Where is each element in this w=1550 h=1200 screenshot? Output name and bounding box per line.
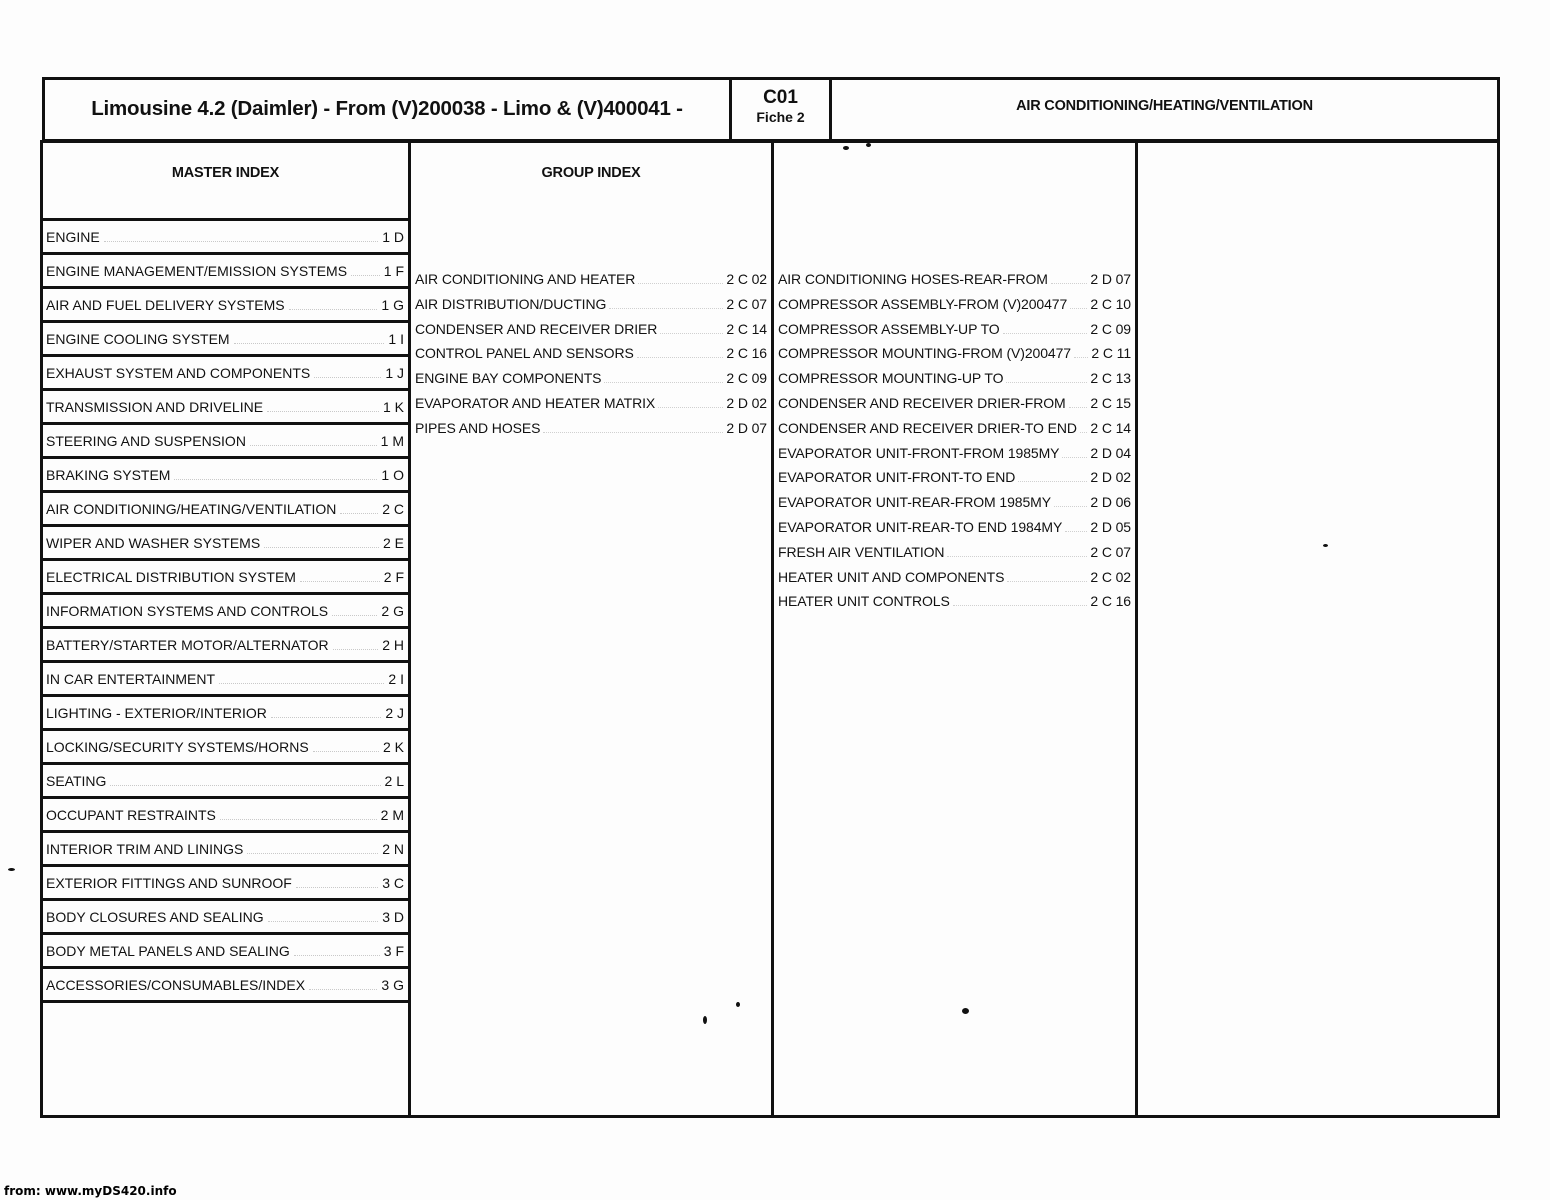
group-index-item[interactable] xyxy=(415,296,767,321)
master-index-item-code: 2 F xyxy=(383,568,404,585)
dot-leader xyxy=(604,382,723,383)
master-index-item-label: EXHAUST SYSTEM AND COMPONENTS xyxy=(46,364,311,381)
sub-index-item-code: 2 D 05 xyxy=(1090,518,1131,535)
dot-leader xyxy=(1070,308,1087,309)
master-index-item-label: ACCESSORIES/CONSUMABLES/INDEX xyxy=(46,976,306,993)
master-index-item-code: 2 N xyxy=(382,840,404,857)
group-index-list xyxy=(415,271,767,445)
group-title-box xyxy=(829,77,1500,142)
dot-leader xyxy=(1051,283,1088,284)
master-index-item[interactable] xyxy=(43,966,408,1000)
scan-speck xyxy=(736,1002,740,1007)
sub-index-item-code: 2 D 06 xyxy=(1090,494,1131,511)
dot-leader xyxy=(104,241,379,242)
sub-index-item-label: EVAPORATOR UNIT-REAR-TO END 1984MY xyxy=(778,518,1063,535)
master-index-item-label: BATTERY/STARTER MOTOR/ALTERNATOR xyxy=(46,636,329,653)
dot-leader xyxy=(264,547,379,548)
sub-index-item[interactable] xyxy=(778,593,1131,618)
master-index-item-label: AIR AND FUEL DELIVERY SYSTEMS xyxy=(46,296,285,313)
master-index-item[interactable] xyxy=(43,898,408,932)
group-index-heading: GROUP INDEX xyxy=(541,165,641,181)
dot-leader xyxy=(333,649,379,650)
sub-index-item-code: 2 C 11 xyxy=(1091,345,1131,362)
dot-leader xyxy=(609,308,723,309)
group-index-item-code: 2 C 09 xyxy=(726,370,767,387)
sub-index-item-code: 2 D 04 xyxy=(1090,444,1131,461)
dot-leader xyxy=(234,343,385,344)
master-index-item-code: 2 I xyxy=(388,670,404,687)
group-index-item-label: CONDENSER AND RECEIVER DRIER xyxy=(415,320,658,337)
master-index-item-label: IN CAR ENTERTAINMENT xyxy=(46,670,216,687)
group-index-panel xyxy=(408,140,774,1118)
dot-leader xyxy=(947,556,1087,557)
master-index-item[interactable] xyxy=(43,762,408,796)
scan-speck xyxy=(703,1016,707,1024)
master-index-item-code: 3 D xyxy=(382,908,404,925)
dot-leader xyxy=(638,283,723,284)
dot-leader xyxy=(220,819,377,820)
dot-leader xyxy=(271,717,381,718)
group-index-item-label: CONTROL PANEL AND SENSORS xyxy=(415,345,634,362)
master-index-item-label: INFORMATION SYSTEMS AND CONTROLS xyxy=(46,602,329,619)
dot-leader xyxy=(300,581,380,582)
master-index-item-code: 1 I xyxy=(388,330,404,347)
sub-index-item-code: 2 C 09 xyxy=(1090,320,1131,337)
catalogue-title: Limousine 4.2 (Daimler) - From (V)200038 - Limo & (V)400041 - xyxy=(91,97,683,120)
sub-index-item-code: 2 C 16 xyxy=(1090,593,1131,610)
master-index-item-code: 3 G xyxy=(381,976,404,993)
sub-index-item-label: EVAPORATOR UNIT-FRONT-TO END xyxy=(778,469,1016,486)
group-index-item-code: 2 D 02 xyxy=(726,394,767,411)
sub-index-item-label: COMPRESSOR ASSEMBLY-FROM (V)200477 xyxy=(778,295,1068,312)
master-index-item-code: 1 O xyxy=(381,466,404,483)
group-index-item-code: 2 C 16 xyxy=(726,345,767,362)
master-index-item-label: LIGHTING - EXTERIOR/INTERIOR xyxy=(46,704,267,721)
master-index-item[interactable] xyxy=(43,728,408,762)
sub-index-item-label: EVAPORATOR UNIT-FRONT-FROM 1985MY xyxy=(778,444,1060,461)
dot-leader xyxy=(309,989,377,990)
master-index-item[interactable] xyxy=(43,660,408,694)
group-index-item-label: EVAPORATOR AND HEATER MATRIX xyxy=(415,394,656,411)
master-index-item[interactable] xyxy=(43,456,408,490)
dot-leader xyxy=(340,513,378,514)
master-index-item[interactable] xyxy=(43,694,408,728)
dot-leader xyxy=(110,785,380,786)
master-index-item-label: LOCKING/SECURITY SYSTEMS/HORNS xyxy=(46,738,309,755)
group-index-item-label: AIR DISTRIBUTION/DUCTING xyxy=(415,295,607,312)
dot-leader xyxy=(953,605,1088,606)
master-index-item[interactable] xyxy=(43,592,408,626)
dot-leader xyxy=(543,432,723,433)
dot-leader xyxy=(1080,432,1088,433)
dot-leader xyxy=(1054,506,1087,507)
dot-leader xyxy=(351,275,380,276)
master-index-item-label: ENGINE MANAGEMENT/EMISSION SYSTEMS xyxy=(46,262,348,279)
scan-speck xyxy=(1323,544,1328,547)
group-index-item-label: AIR CONDITIONING AND HEATER xyxy=(415,271,636,287)
group-index-item[interactable] xyxy=(415,420,767,445)
master-index-item[interactable] xyxy=(43,558,408,592)
sub-index-item-label: HEATER UNIT AND COMPONENTS xyxy=(778,568,1005,585)
sub-index-item[interactable] xyxy=(778,544,1131,569)
master-index-item-code: 3 C xyxy=(382,874,404,891)
group-index-item[interactable] xyxy=(415,345,767,370)
dot-leader xyxy=(1018,481,1087,482)
master-index-item-code: 2 J xyxy=(385,704,404,721)
fiche-code-box xyxy=(729,77,832,142)
master-index-item[interactable] xyxy=(43,796,408,830)
dot-leader xyxy=(247,853,378,854)
sub-index-item[interactable] xyxy=(778,519,1131,544)
blank-panel xyxy=(1135,140,1500,1118)
master-index-item-code: 2 L xyxy=(384,772,404,789)
sub-index-panel xyxy=(771,140,1138,1118)
master-index-item-code: 1 K xyxy=(382,398,404,415)
master-index-item-label: AIR CONDITIONING/HEATING/VENTILATION xyxy=(46,500,337,517)
master-index-item-code: 1 G xyxy=(381,296,404,313)
sub-index-item-code: 2 C 15 xyxy=(1090,394,1131,411)
master-index-item-code: 3 F xyxy=(383,942,404,959)
sub-index-list xyxy=(778,271,1131,618)
group-index-item-label: ENGINE BAY COMPONENTS xyxy=(415,370,602,387)
sub-index-item[interactable] xyxy=(778,370,1131,395)
master-index-item-label: WIPER AND WASHER SYSTEMS xyxy=(46,534,261,551)
group-index-item-label: PIPES AND HOSES xyxy=(415,419,541,436)
sub-index-item-label: COMPRESSOR MOUNTING-UP TO xyxy=(778,370,1004,387)
master-index-heading: MASTER INDEX xyxy=(171,165,280,181)
dot-leader xyxy=(268,921,379,922)
master-index-item-label: STEERING AND SUSPENSION xyxy=(46,432,246,449)
master-index-item[interactable] xyxy=(43,864,408,898)
master-index-item-label: ELECTRICAL DISTRIBUTION SYSTEM xyxy=(46,568,296,585)
dot-leader xyxy=(1069,407,1088,408)
master-index-item-code: 1 J xyxy=(385,364,404,381)
sub-index-item-code: 2 D 07 xyxy=(1090,271,1131,287)
group-index-item[interactable] xyxy=(415,370,767,395)
master-index-item-label: ENGINE xyxy=(46,228,100,245)
group-index-item[interactable] xyxy=(415,321,767,346)
sub-index-item[interactable] xyxy=(778,469,1131,494)
sub-index-item[interactable] xyxy=(778,395,1131,420)
sub-index-item-label: EVAPORATOR UNIT-REAR-FROM 1985MY xyxy=(778,494,1051,511)
master-index-item[interactable] xyxy=(43,422,408,456)
master-index-panel xyxy=(40,140,411,1118)
dot-leader xyxy=(660,333,723,334)
master-index-item[interactable] xyxy=(43,354,408,388)
sub-index-item[interactable] xyxy=(778,296,1131,321)
dot-leader xyxy=(1065,531,1087,532)
sub-index-item[interactable] xyxy=(778,569,1131,594)
master-index-item-code: 2 K xyxy=(382,738,404,755)
fiche-code: C01 xyxy=(763,87,798,108)
master-index-item[interactable] xyxy=(43,388,408,422)
dot-leader xyxy=(267,411,379,412)
fiche-label: Fiche 2 xyxy=(756,109,805,125)
dot-leader xyxy=(1006,382,1087,383)
group-index-item-code: 2 D 07 xyxy=(726,419,767,436)
sub-index-item-code: 2 C 14 xyxy=(1090,419,1131,436)
dot-leader xyxy=(1062,457,1087,458)
sub-index-item[interactable] xyxy=(778,345,1131,370)
scan-speck xyxy=(8,868,15,871)
master-index-item-label: BODY CLOSURES AND SEALING xyxy=(46,908,264,925)
sub-index-item[interactable] xyxy=(778,420,1131,445)
dot-leader xyxy=(658,407,723,408)
sub-index-item-label: CONDENSER AND RECEIVER DRIER-FROM xyxy=(778,394,1066,411)
sub-index-item-label: FRESH AIR VENTILATION xyxy=(778,543,945,560)
sub-index-item-code: 2 C 10 xyxy=(1090,295,1131,312)
master-index-item-code: 1 M xyxy=(380,432,404,449)
group-title: AIR CONDITIONING/HEATING/VENTILATION xyxy=(1016,98,1313,114)
master-index-item[interactable] xyxy=(43,320,408,354)
dot-leader xyxy=(637,357,724,358)
master-index-item[interactable] xyxy=(43,626,408,660)
scan-speck xyxy=(843,146,849,150)
master-index-item-code: 1 F xyxy=(383,262,404,279)
sub-index-item-code: 2 C 02 xyxy=(1090,568,1131,585)
sub-index-item-label: AIR CONDITIONING HOSES-REAR-FROM xyxy=(778,271,1048,287)
group-index-item-code: 2 C 14 xyxy=(726,320,767,337)
group-index-item[interactable] xyxy=(415,271,767,296)
dot-leader xyxy=(1074,357,1088,358)
catalogue-title-box xyxy=(42,77,732,142)
master-index-item[interactable] xyxy=(43,286,408,320)
master-index-item-label: ENGINE COOLING SYSTEM xyxy=(46,330,230,347)
master-index-item-label: INTERIOR TRIM AND LININGS xyxy=(46,840,244,857)
master-index-item-label: BODY METAL PANELS AND SEALING xyxy=(46,942,290,959)
dot-leader xyxy=(332,615,377,616)
dot-leader xyxy=(1007,581,1087,582)
master-index-item-code: 2 H xyxy=(382,636,404,653)
sub-index-item-label: HEATER UNIT CONTROLS xyxy=(778,593,950,610)
dot-leader xyxy=(294,955,380,956)
scan-speck xyxy=(962,1008,969,1014)
sub-index-item[interactable] xyxy=(778,445,1131,470)
scan-speck xyxy=(866,143,871,147)
master-index-item[interactable] xyxy=(43,252,408,286)
group-index-item-code: 2 C 02 xyxy=(726,271,767,287)
master-index-item-code: 2 M xyxy=(380,806,404,823)
master-index-item-label: EXTERIOR FITTINGS AND SUNROOF xyxy=(46,874,292,891)
master-index-list xyxy=(43,218,408,1049)
dot-leader xyxy=(219,683,384,684)
dot-leader xyxy=(296,887,378,888)
master-index-item-label: TRANSMISSION AND DRIVELINE xyxy=(46,398,264,415)
master-index-item-label: OCCUPANT RESTRAINTS xyxy=(46,806,216,823)
sub-index-item-code: 2 C 13 xyxy=(1090,370,1131,387)
source-watermark: from: www.myDS420.info xyxy=(4,1184,177,1198)
sub-index-item-code: 2 D 02 xyxy=(1090,469,1131,486)
master-index-item[interactable] xyxy=(43,524,408,558)
group-index-item[interactable] xyxy=(415,395,767,420)
dot-leader xyxy=(313,751,379,752)
master-index-item[interactable] xyxy=(43,490,408,524)
dot-leader xyxy=(314,377,381,378)
sub-index-item-label: COMPRESSOR MOUNTING-FROM (V)200477 xyxy=(778,345,1071,362)
dot-leader xyxy=(174,479,377,480)
master-index-item-code: 1 D xyxy=(382,228,404,245)
dot-leader xyxy=(289,309,378,310)
dot-leader xyxy=(250,445,377,446)
sub-index-item[interactable] xyxy=(778,271,1131,296)
dot-leader xyxy=(1003,333,1088,334)
master-index-item[interactable] xyxy=(43,218,408,252)
sub-index-item-code: 2 C 07 xyxy=(1090,543,1131,560)
master-index-item[interactable] xyxy=(43,932,408,966)
sub-index-item[interactable] xyxy=(778,321,1131,346)
sub-index-item-label: COMPRESSOR ASSEMBLY-UP TO xyxy=(778,320,1000,337)
master-index-item-code: 2 G xyxy=(381,602,404,619)
master-index-item-code: 2 E xyxy=(382,534,404,551)
master-index-blank-row xyxy=(43,1000,408,1049)
sub-index-item[interactable] xyxy=(778,494,1131,519)
master-index-item-label: BRAKING SYSTEM xyxy=(46,466,171,483)
sub-index-item-label: CONDENSER AND RECEIVER DRIER-TO END xyxy=(778,419,1077,436)
group-index-item-code: 2 C 07 xyxy=(726,295,767,312)
master-index-item[interactable] xyxy=(43,830,408,864)
master-index-item-code: 2 C xyxy=(382,500,404,517)
master-index-item-label: SEATING xyxy=(46,772,107,789)
